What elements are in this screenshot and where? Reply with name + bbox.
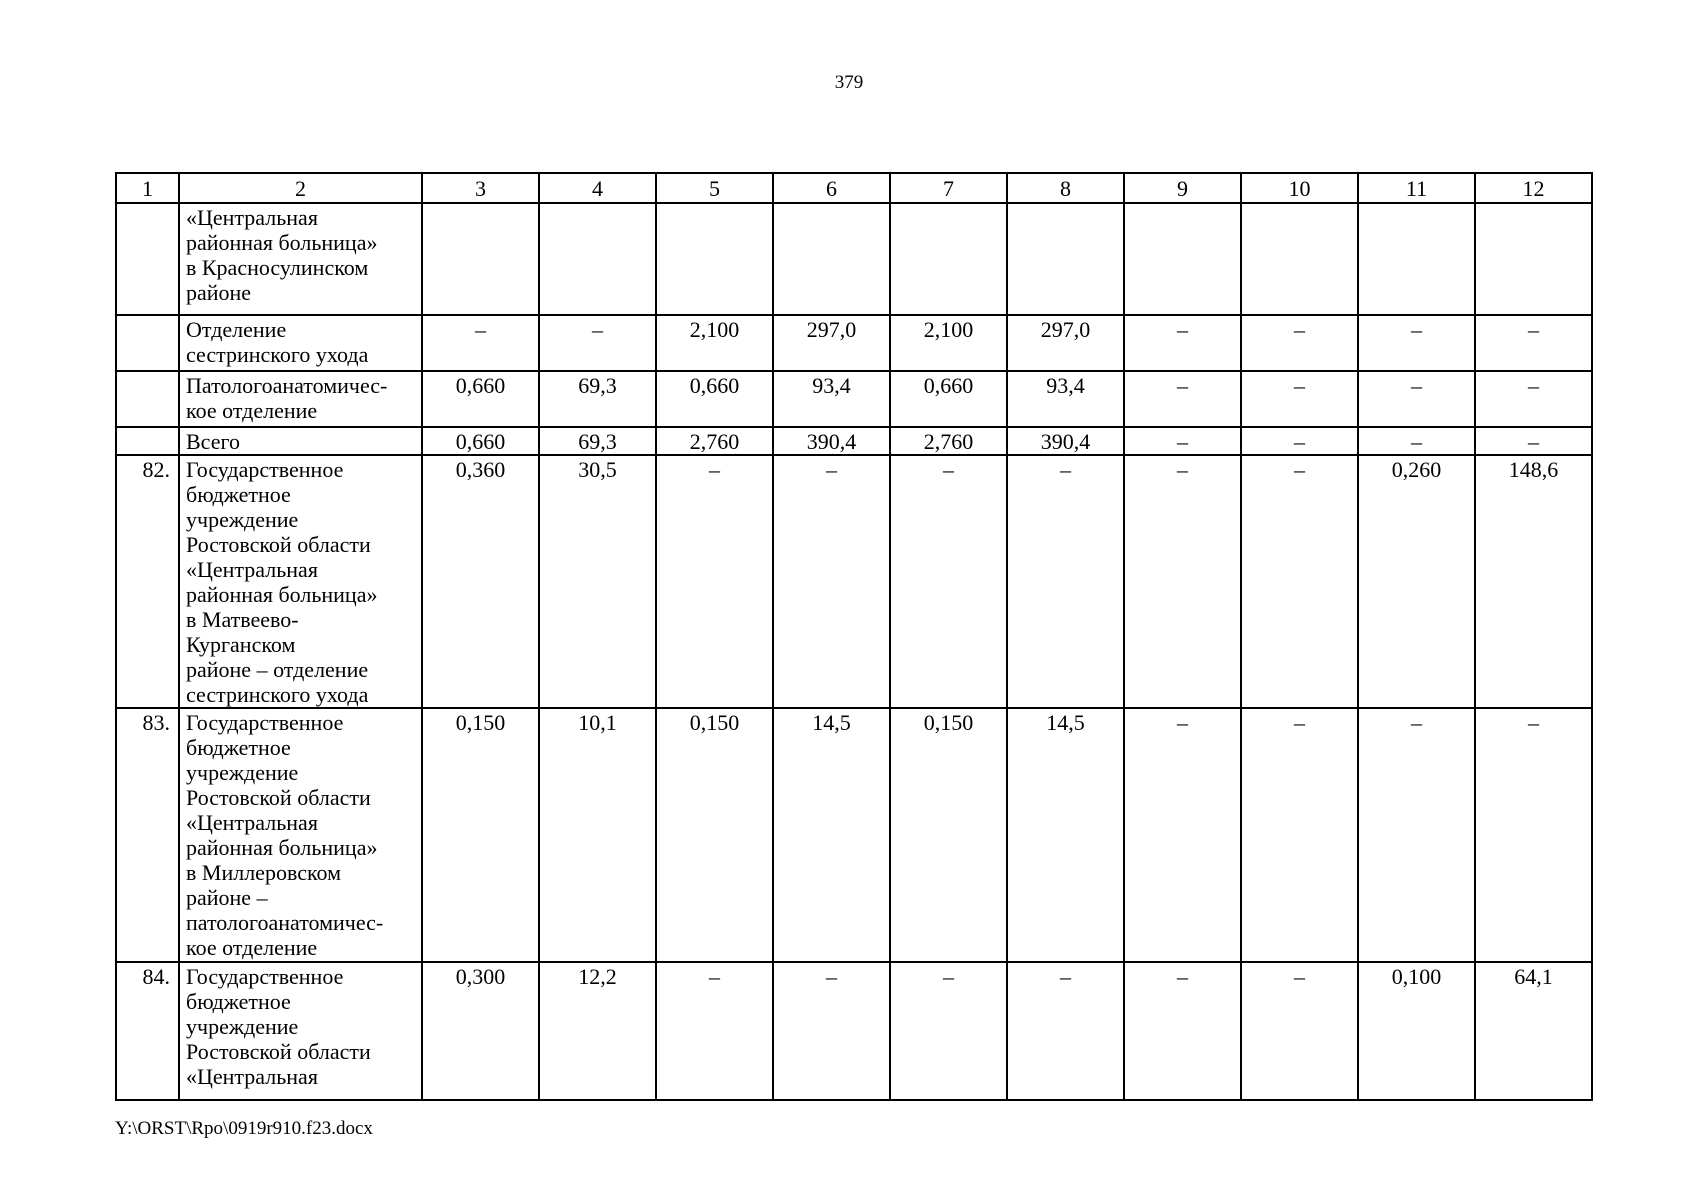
column-header: 1 — [116, 173, 179, 203]
value-cell: – — [1475, 371, 1592, 427]
page-number: 379 — [834, 72, 864, 93]
value-cell: – — [773, 962, 890, 1100]
table-row — [116, 371, 1592, 427]
table-row — [116, 708, 1592, 962]
value-cell: 0,660 — [422, 427, 539, 455]
value-cell: – — [1358, 708, 1475, 962]
value-cell: 2,760 — [656, 427, 773, 455]
value-cell: – — [1241, 371, 1358, 427]
value-cell: – — [1241, 708, 1358, 962]
value-cell — [1475, 203, 1592, 315]
value-cell: 0,150 — [422, 708, 539, 962]
value-cell: 2,100 — [656, 315, 773, 371]
value-cell: – — [1124, 371, 1241, 427]
header-row — [116, 173, 1592, 203]
institution-name: Отделение сестринского ухода — [179, 315, 422, 371]
value-cell: – — [1241, 315, 1358, 371]
value-cell: – — [1124, 962, 1241, 1100]
value-cell: – — [1475, 708, 1592, 962]
value-cell — [1358, 203, 1475, 315]
value-cell: – — [422, 315, 539, 371]
value-cell — [539, 203, 656, 315]
value-cell: 297,0 — [773, 315, 890, 371]
value-cell: 64,1 — [1475, 962, 1592, 1100]
value-cell: 2,760 — [890, 427, 1007, 455]
institution-name: Государственное бюджетное учреждение Ростовской области «Центральная — [179, 962, 422, 1100]
column-header: 2 — [179, 173, 422, 203]
value-cell: 69,3 — [539, 371, 656, 427]
value-cell — [1241, 203, 1358, 315]
table-row — [116, 203, 1592, 315]
value-cell: – — [773, 455, 890, 708]
value-cell: – — [1007, 962, 1124, 1100]
table-row — [116, 455, 1592, 708]
column-header: 9 — [1124, 173, 1241, 203]
value-cell: 2,100 — [890, 315, 1007, 371]
value-cell — [422, 203, 539, 315]
value-cell: – — [539, 315, 656, 371]
row-number: 84. — [116, 962, 179, 1100]
value-cell: 0,660 — [422, 371, 539, 427]
value-cell: 0,260 — [1358, 455, 1475, 708]
value-cell: 93,4 — [1007, 371, 1124, 427]
value-cell: – — [1241, 962, 1358, 1100]
column-header: 5 — [656, 173, 773, 203]
value-cell: 12,2 — [539, 962, 656, 1100]
value-cell: 297,0 — [1007, 315, 1124, 371]
value-cell: 30,5 — [539, 455, 656, 708]
value-cell: – — [890, 962, 1007, 1100]
value-cell: – — [656, 962, 773, 1100]
table-row — [116, 427, 1592, 455]
value-cell: 148,6 — [1475, 455, 1592, 708]
value-cell: – — [656, 455, 773, 708]
value-cell: – — [1007, 455, 1124, 708]
column-header: 8 — [1007, 173, 1124, 203]
value-cell: – — [1241, 455, 1358, 708]
column-header: 6 — [773, 173, 890, 203]
value-cell: 390,4 — [1007, 427, 1124, 455]
value-cell: 14,5 — [773, 708, 890, 962]
value-cell: 390,4 — [773, 427, 890, 455]
table-row — [116, 962, 1592, 1100]
value-cell: – — [1124, 315, 1241, 371]
column-header: 4 — [539, 173, 656, 203]
value-cell — [656, 203, 773, 315]
row-number: 83. — [116, 708, 179, 962]
column-header: 7 — [890, 173, 1007, 203]
column-header: 12 — [1475, 173, 1592, 203]
institution-name: Государственное бюджетное учреждение Ростовской области «Центральная районная больница» в Матвеево- Курганском районе – отделение сестринского ухода — [179, 455, 422, 708]
value-cell: 10,1 — [539, 708, 656, 962]
value-cell — [890, 203, 1007, 315]
value-cell: – — [890, 455, 1007, 708]
value-cell: – — [1475, 427, 1592, 455]
value-cell: 14,5 — [1007, 708, 1124, 962]
institution-name: Всего — [179, 427, 422, 455]
value-cell — [1124, 203, 1241, 315]
value-cell: – — [1124, 455, 1241, 708]
value-cell: 0,300 — [422, 962, 539, 1100]
value-cell: – — [1358, 427, 1475, 455]
row-number — [116, 315, 179, 371]
institution-name: Государственное бюджетное учреждение Ростовской области «Центральная районная больница» в Миллеровском районе – патологоанатомичес- кое отделение — [179, 708, 422, 962]
value-cell: 0,660 — [890, 371, 1007, 427]
column-header: 11 — [1358, 173, 1475, 203]
value-cell: – — [1358, 371, 1475, 427]
footer-file-path: Y:\ORST\Rpo\0919r910.f23.docx — [115, 1118, 373, 1139]
table-row — [116, 315, 1592, 371]
value-cell: – — [1475, 315, 1592, 371]
value-cell: 69,3 — [539, 427, 656, 455]
institution-name: Патологоанатомичес- кое отделение — [179, 371, 422, 427]
row-number — [116, 371, 179, 427]
row-number: 82. — [116, 455, 179, 708]
column-header: 3 — [422, 173, 539, 203]
value-cell: 0,660 — [656, 371, 773, 427]
value-cell: 0,100 — [1358, 962, 1475, 1100]
value-cell: 0,150 — [890, 708, 1007, 962]
value-cell: – — [1241, 427, 1358, 455]
value-cell: 93,4 — [773, 371, 890, 427]
institution-name: «Центральная районная больница» в Красносулинском районе — [179, 203, 422, 315]
row-number — [116, 203, 179, 315]
value-cell: 0,360 — [422, 455, 539, 708]
row-number — [116, 427, 179, 455]
value-cell — [1007, 203, 1124, 315]
value-cell: – — [1358, 315, 1475, 371]
value-cell — [773, 203, 890, 315]
column-header: 10 — [1241, 173, 1358, 203]
data-table — [115, 172, 1593, 1101]
value-cell: 0,150 — [656, 708, 773, 962]
value-cell: – — [1124, 708, 1241, 962]
value-cell: – — [1124, 427, 1241, 455]
